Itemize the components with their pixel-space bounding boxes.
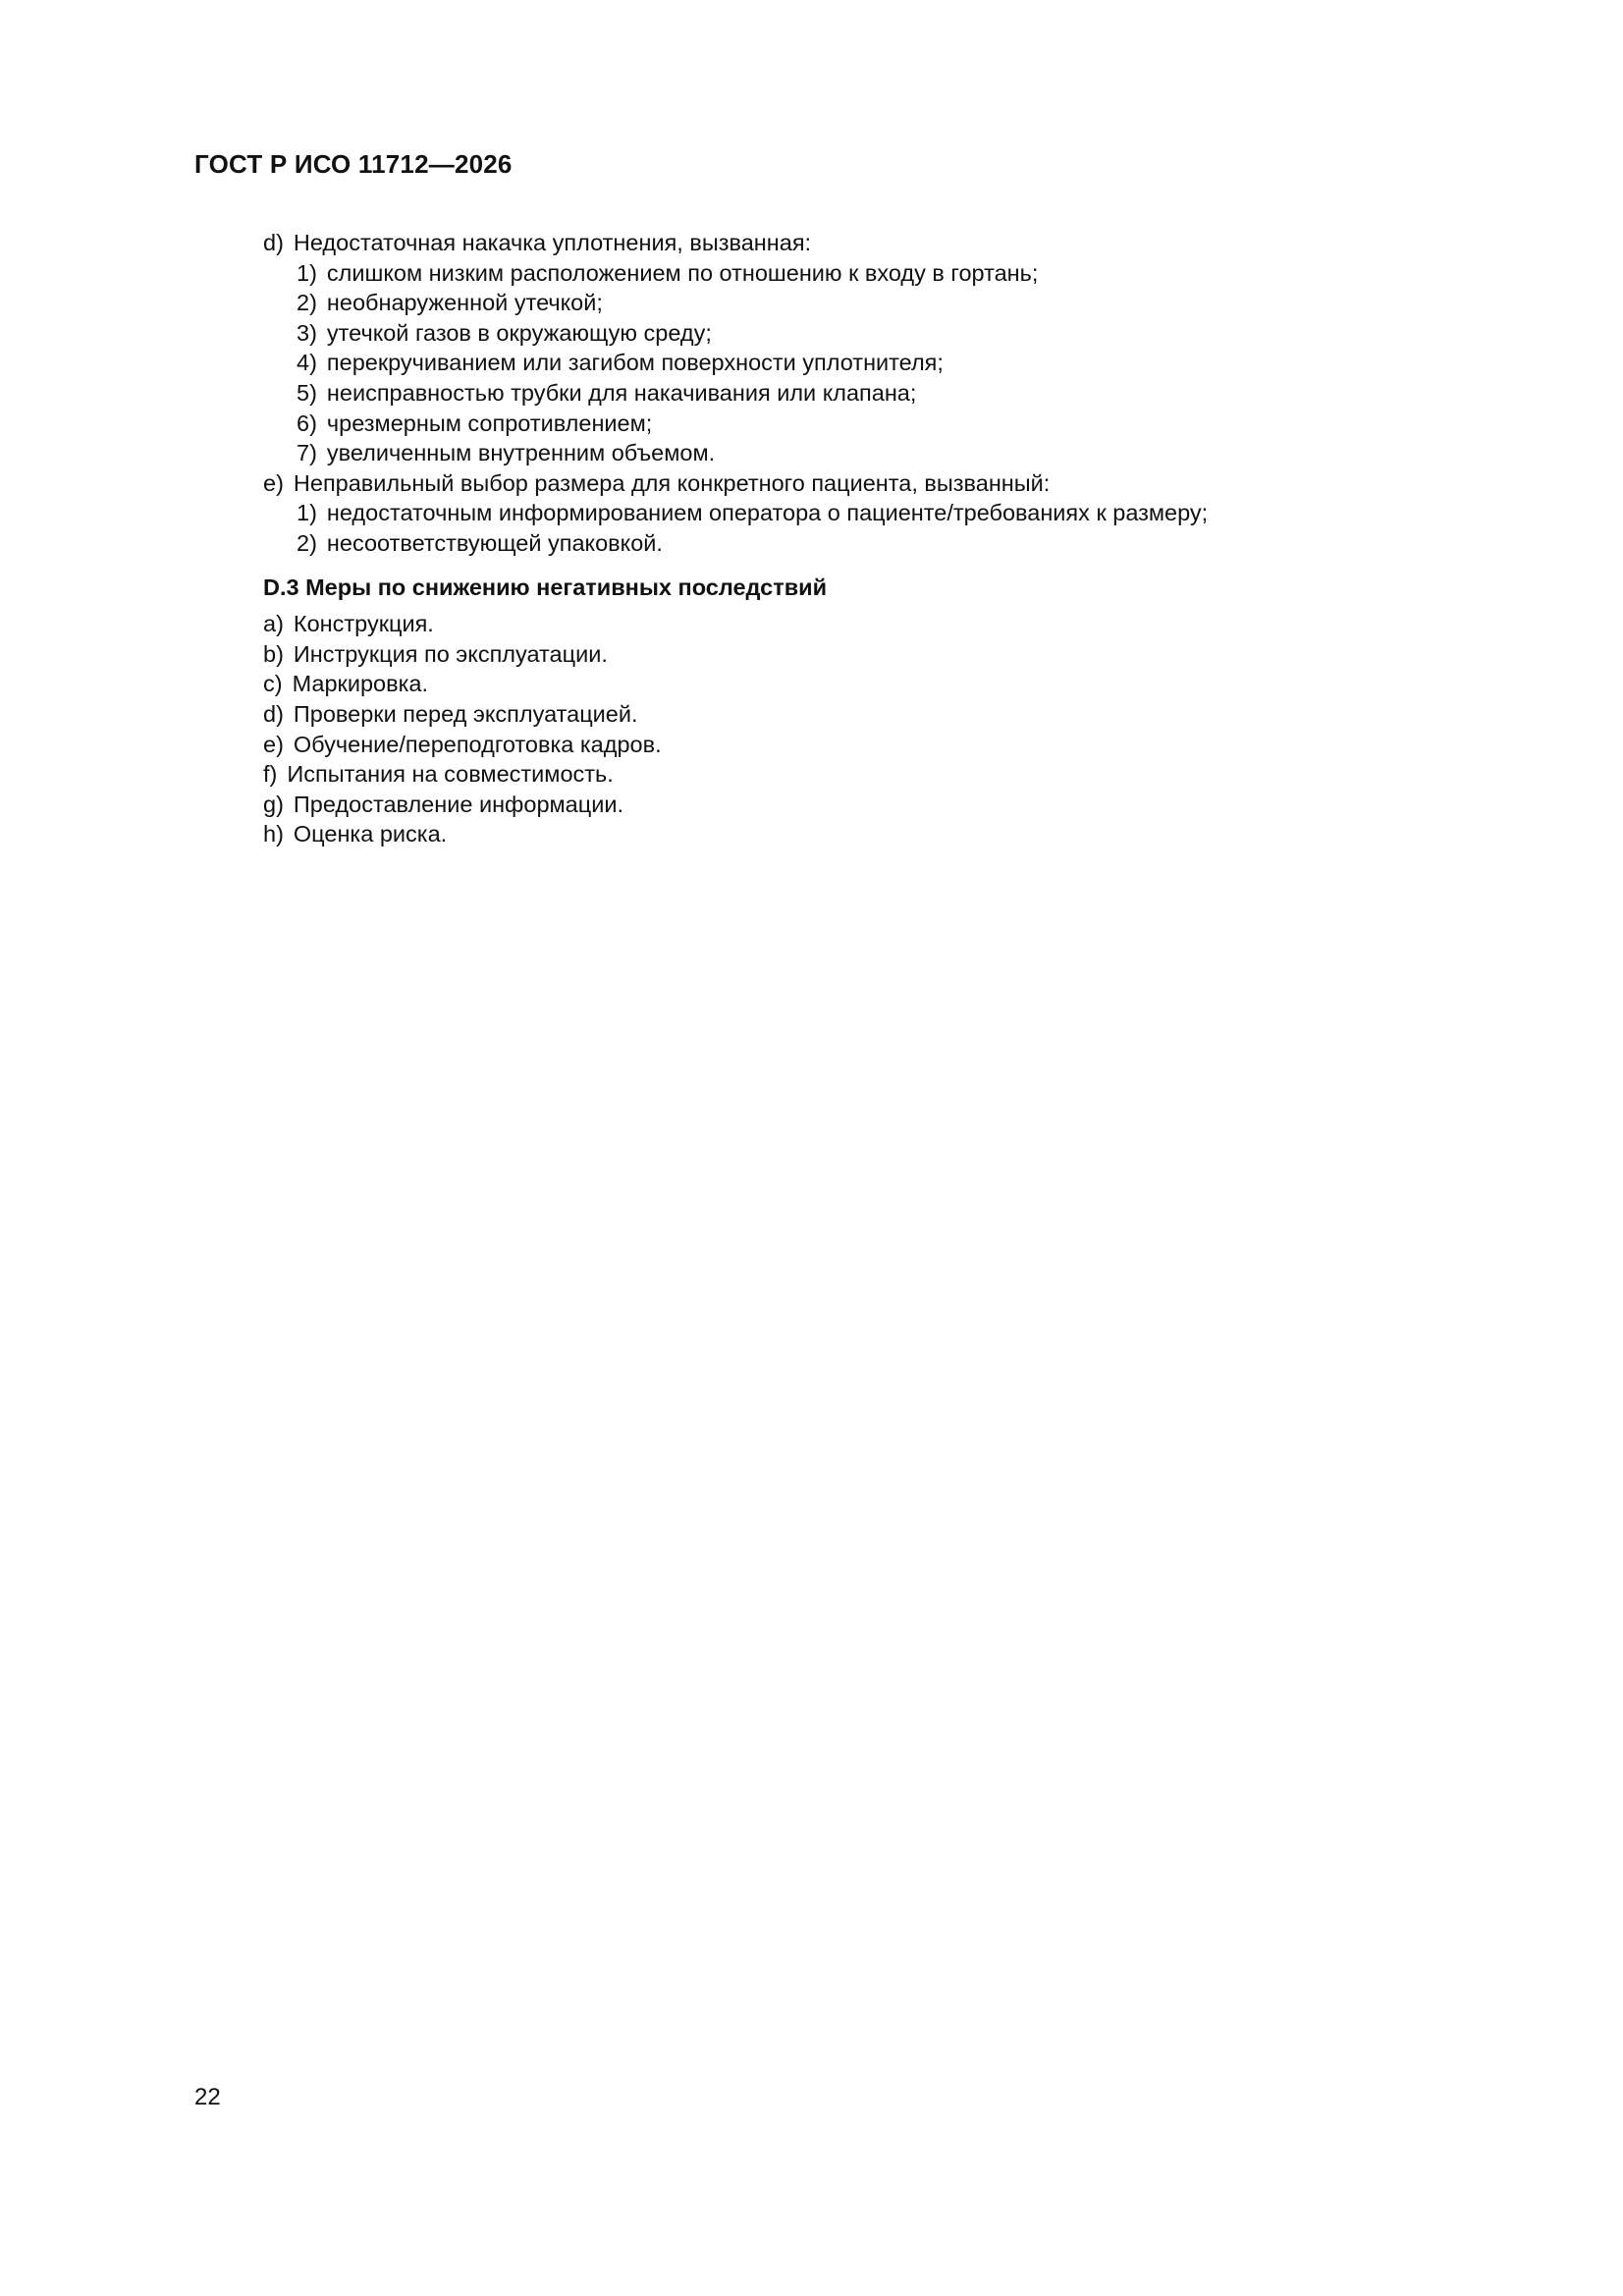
list-marker: d) — [263, 700, 284, 727]
list-marker: 2) — [297, 529, 317, 556]
list-subitem — [263, 258, 1441, 289]
list-marker: 4) — [297, 350, 317, 376]
list-item-text: слишком низким расположением по отношению к входу в гортань; — [326, 259, 1039, 286]
list-item — [263, 819, 1441, 849]
list-marker: 1) — [297, 500, 317, 526]
list-item-text: Проверки перед эксплуатацией. — [293, 700, 638, 727]
list-marker: f) — [263, 761, 278, 788]
list-marker: c) — [263, 671, 283, 697]
list-item-e — [263, 468, 1441, 499]
list-marker: e) — [263, 469, 284, 496]
list-item-text: перекручиванием или загибом поверхности уплотнителя; — [326, 350, 944, 376]
list-item-text: Недостаточная накачка уплотнения, вызванная: — [293, 230, 812, 255]
list-marker: 6) — [297, 410, 317, 436]
list-item — [263, 669, 1441, 699]
list-subitem — [263, 348, 1441, 378]
list-subitem — [263, 498, 1441, 528]
list-marker: 1) — [297, 259, 317, 286]
list-item-text: Оценка риска. — [293, 821, 448, 847]
list-marker: 7) — [297, 440, 317, 466]
list-marker: h) — [263, 821, 284, 847]
list-subitem — [263, 528, 1441, 559]
list-marker: g) — [263, 791, 284, 817]
document-body — [263, 228, 1441, 849]
list-item-text: Маркировка. — [292, 671, 428, 697]
list-item — [263, 699, 1441, 730]
list-marker: 5) — [297, 379, 317, 406]
list-item-text: несоответствующей упаковкой. — [326, 529, 663, 556]
list-item-text: необнаруженной утечкой; — [326, 290, 603, 316]
list-subitem — [263, 318, 1441, 349]
list-subitem — [263, 438, 1441, 468]
list-item-text: Обучение/переподготовка кадров. — [293, 731, 662, 757]
list-item-text: Неправильный выбор размера для конкретного пациента, вызванный: — [293, 469, 1051, 496]
list-item-text: увеличенным внутренним объемом. — [326, 440, 716, 466]
list-item-text: Испытания на совместимость. — [287, 761, 614, 788]
page-number: 22 — [194, 2084, 221, 2110]
list-marker: e) — [263, 731, 284, 757]
list-item-text: Инструкция по эксплуатации. — [293, 640, 608, 667]
list-item — [263, 730, 1441, 760]
list-item-d — [263, 228, 1441, 258]
list-item-text: Конструкция. — [293, 611, 434, 637]
list-item-text: чрезмерным сопротивлением; — [326, 410, 653, 436]
list-item — [263, 609, 1441, 639]
list-item — [263, 759, 1441, 790]
list-marker: 2) — [297, 290, 317, 316]
list-subitem — [263, 288, 1441, 318]
list-marker: d) — [263, 230, 284, 255]
list-item — [263, 639, 1441, 670]
list-item — [263, 790, 1441, 820]
list-marker: b) — [263, 640, 284, 667]
section-heading: D.3 Меры по снижению негативных последствий — [263, 574, 828, 600]
list-item-text: неисправностью трубки для накачивания или клапана; — [326, 379, 917, 406]
list-item-text: утечкой газов в окружающую среду; — [326, 319, 712, 346]
document-header: ГОСТ Р ИСО 11712—2026 — [194, 149, 513, 179]
list-item-text: недостаточным информированием оператора о пациенте/требованиях к размеру; — [326, 500, 1209, 526]
list-marker: a) — [263, 611, 284, 637]
list-subitem — [263, 409, 1441, 439]
list-marker: 3) — [297, 319, 317, 346]
list-subitem — [263, 378, 1441, 409]
list-item-text: Предоставление информации. — [293, 791, 623, 817]
